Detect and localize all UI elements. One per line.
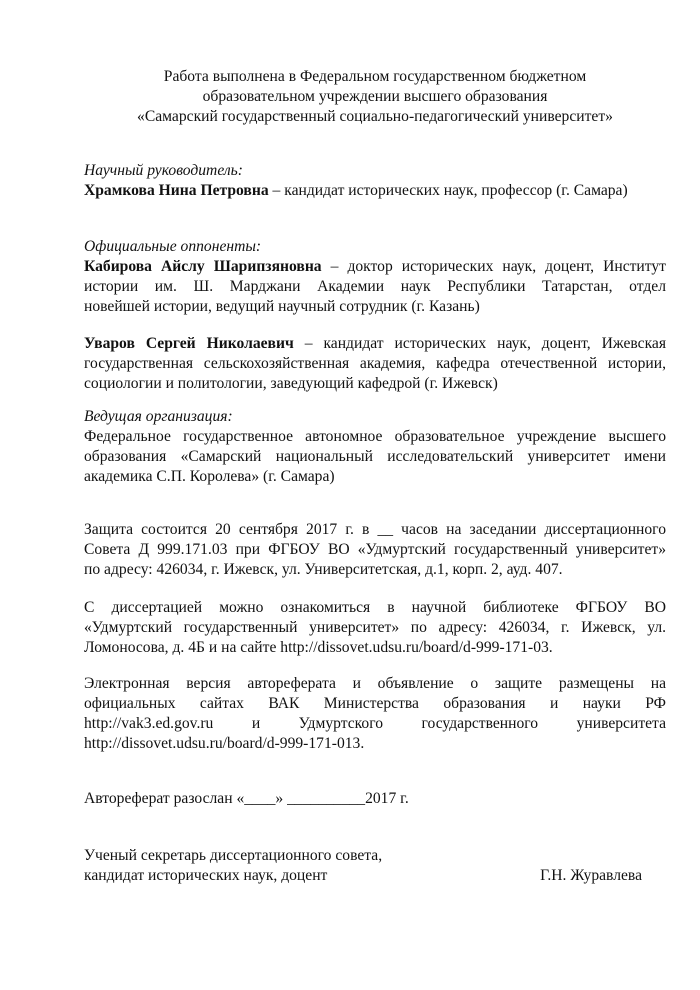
library-line-3: Ломоносова, д. 4Б и на сайте http://dissovet.udsu.ru/board/d-999-171-03. (84, 639, 553, 656)
library-line-1: С диссертацией можно ознакомиться в научной библиотеке ФГБОУ ВО (84, 599, 666, 616)
defense-line-2: Совета Д 999.171.03 при ФГБОУ ВО «Удмуртский государственный университет» (84, 541, 666, 558)
opponent-2-line-2: государственная сельскохозяйственная академия, кафедра отечественной истории, (84, 355, 666, 372)
leading-org-line-1: Федеральное государственное автономное образовательное учреждение высшего (84, 428, 666, 445)
library-line-2: «Удмуртский государственный университет» по адресу: 426034, г. Ижевск, ул. (84, 619, 666, 636)
opponent-1-details: – доктор исторических наук, доцент, Институт (321, 258, 666, 275)
defense-line-1: Защита состоится 20 сентября 2017 г. в __ часов на заседании диссертационного (84, 521, 666, 538)
signature-section (84, 846, 666, 886)
opponents-heading: Официальные оппоненты: (84, 238, 262, 255)
opponent-2-details: – кандидат исторических наук, доцент, Ижевская (293, 335, 666, 352)
defense-line-3: по адресу: 426034, г. Ижевск, ул. Университетская, д.1, корп. 2, ауд. 407. (84, 561, 563, 578)
opponent-1-line-2: истории им. Ш. Марджани Академии наук Республики Татарстан, отдел (84, 278, 666, 295)
leading-org-line-3: академика С.П. Королева» (г. Самара) (84, 468, 335, 485)
header-line-3: «Самарский государственный социально-педагогический университет» (137, 108, 613, 125)
supervisor-details: – кандидат исторических наук, профессор (г. Самара) (268, 182, 628, 199)
supervisor-line (84, 181, 666, 201)
opponent-2-line-1 (84, 334, 666, 354)
signature-name: Г.Н. Журавлева (540, 867, 642, 884)
opponent-2-section (84, 334, 666, 394)
electronic-line-1: Электронная версия автореферата и объявление о защите размещены на (84, 675, 666, 692)
leading-org-section (84, 407, 666, 487)
opponent-1-line-3: новейшей истории, ведущий научный сотрудник (г. Казань) (84, 298, 480, 315)
mailing-line: Автореферат разослан «____» __________2017 г. (84, 790, 409, 807)
leading-org-heading: Ведущая организация: (84, 408, 233, 425)
electronic-line-4: http://dissovet.udsu.ru/board/d-999-171-013. (84, 735, 365, 752)
opponent-2-name: Уваров Сергей Николаевич (84, 335, 294, 352)
defense-section (84, 520, 666, 580)
electronic-section (84, 674, 666, 754)
signature-row (84, 866, 666, 886)
opponent-2-line-3: социологии и политологии, заведующий кафедрой (г. Ижевск) (84, 375, 498, 392)
electronic-line-2: официальных сайтах ВАК Министерства образования и науки РФ (84, 695, 666, 712)
header-line-1: Работа выполнена в Федеральном государственном бюджетном (163, 68, 587, 85)
opponents-section (84, 237, 666, 317)
electronic-line-3: http://vak3.ed.gov.ru и Удмуртского государственного университета (84, 715, 666, 732)
signature-title-line: Ученый секретарь диссертационного совета, (84, 847, 383, 864)
opponent-1-line-1 (84, 257, 666, 277)
signature-degree: кандидат исторических наук, доцент (84, 867, 328, 884)
mailing-section (84, 789, 666, 809)
opponent-1-name: Кабирова Айслу Шарипзяновна (84, 258, 322, 275)
library-section (84, 598, 666, 658)
header-line-2: образовательном учреждении высшего образования (202, 88, 548, 105)
supervisor-heading: Научный руководитель: (84, 162, 243, 179)
leading-org-line-2: образования «Самарский национальный исследовательский университет имени (84, 448, 666, 465)
institution-header (84, 67, 666, 127)
supervisor-section (84, 161, 666, 201)
supervisor-name: Храмкова Нина Петровна (84, 182, 269, 199)
